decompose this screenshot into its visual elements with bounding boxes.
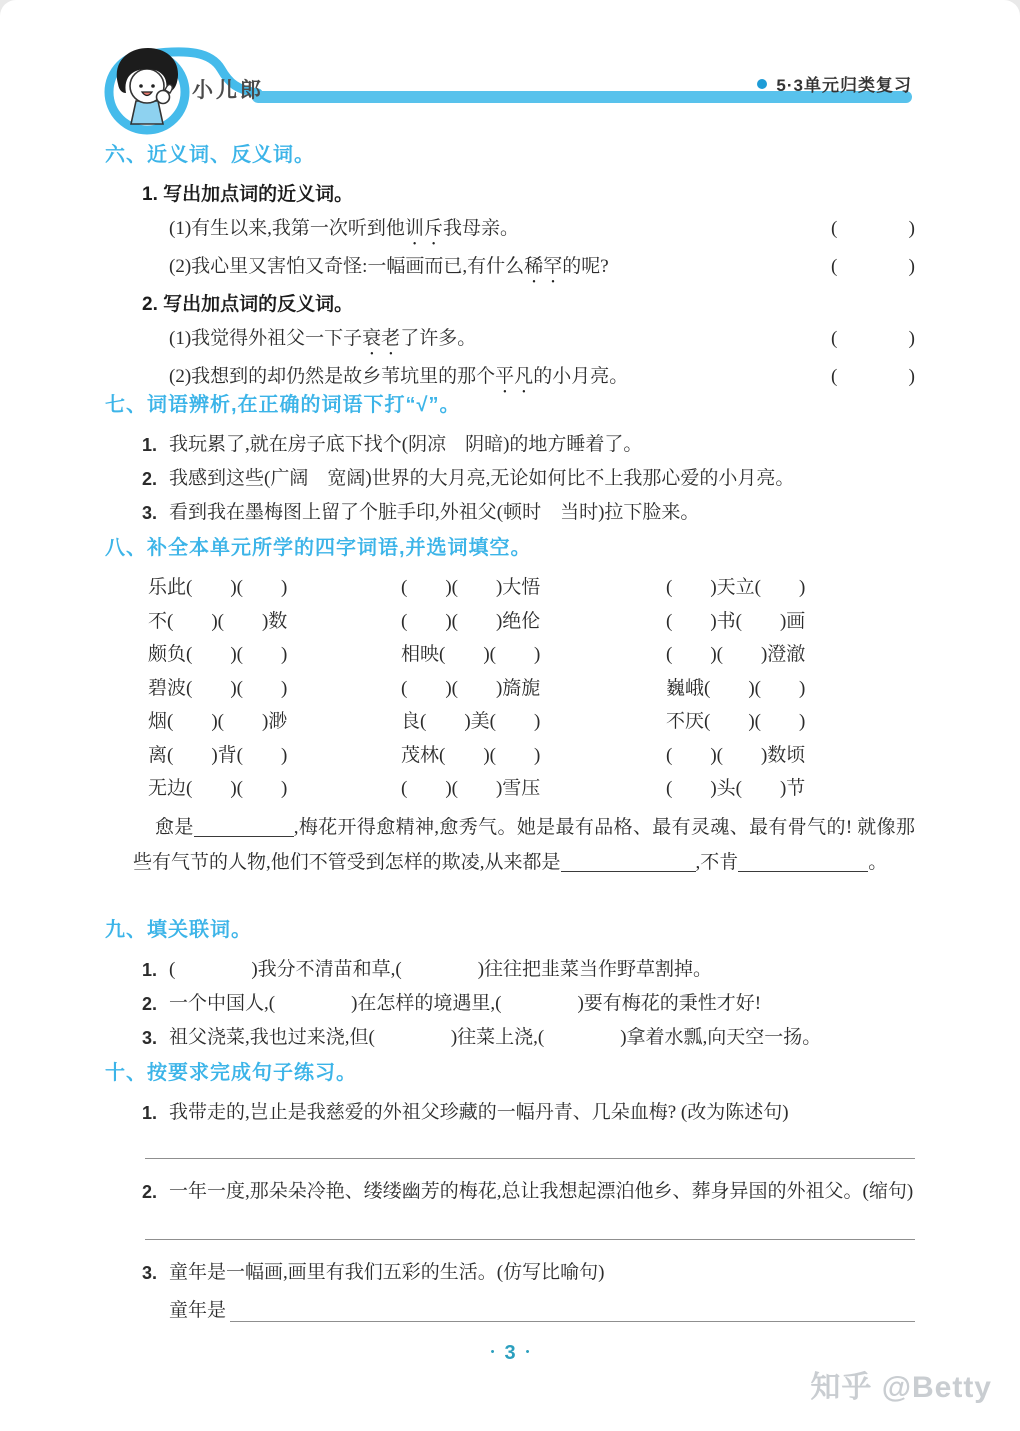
idiom-cell: 巍峨( )( ) [666, 677, 806, 699]
item-text: 我玩累了,就在房子底下找个(阴凉 阴暗)的地方睡着了。 [169, 434, 643, 455]
idiom-row [148, 638, 915, 672]
question-row [169, 322, 915, 360]
paren-close: ) [908, 256, 915, 277]
section-heading: 八、补全本单元所学的四字词语,并选词填空。 [105, 537, 532, 559]
unit-badge [757, 71, 912, 96]
question-item [142, 953, 915, 987]
question-text [169, 250, 609, 288]
item-number: 3. [142, 503, 158, 523]
idiom-cell: ( )( )绝伦 [401, 610, 541, 632]
page-number-value: 3 [504, 1342, 516, 1364]
paren-close: ) [908, 366, 915, 387]
answer-line [230, 1294, 915, 1322]
item-number: 1. [142, 960, 158, 980]
idiom-row [148, 705, 915, 739]
idiom-cell: ( )( )雪压 [401, 778, 541, 799]
idiom-cell: 良( )美( ) [401, 711, 541, 732]
paren-open: ( [831, 256, 838, 277]
answer-blank [561, 853, 696, 872]
idiom-cell: 烟( )( )渺 [148, 711, 288, 732]
answer-bracket [831, 250, 915, 288]
section-word-choice [105, 390, 915, 530]
fill-paragraph [133, 810, 915, 880]
idiom-row [148, 571, 915, 605]
prompt-text: 童年是 [169, 1300, 227, 1321]
idiom-cell: 不厌( )( ) [666, 711, 806, 732]
fill-text: ,梅花开得愈精神,愈秀气。她是最有品格、最有灵魂、最有骨气的! 就像那些有气节的人物,他们不管受到怎样的欺凌,从来都是 [133, 816, 915, 873]
idiom-row [148, 772, 915, 806]
emphasized-word: 平凡 [495, 366, 534, 387]
paren-close: ) [908, 328, 915, 349]
idiom-cell: 相映( )( ) [401, 644, 541, 665]
idiom-row [148, 672, 915, 706]
question-text [169, 322, 476, 360]
answer-bracket [831, 212, 915, 250]
badge-dot-icon [757, 79, 767, 89]
question-item [142, 462, 915, 496]
item-number: 2. [142, 1182, 158, 1202]
subsection-title: 1. 写出加点词的近义词。 [142, 184, 354, 205]
idiom-cell: ( )( )大悟 [401, 577, 541, 598]
idiom-cell: 茂林( )( ) [401, 744, 541, 766]
emphasized-word: 稀罕 [524, 256, 563, 277]
question-segment: 有生以来,我第一次听到他 [191, 218, 405, 239]
item-number: 1. [142, 435, 158, 455]
question-segment: 了许多。 [400, 328, 477, 349]
idiom-cell: ( )天立( ) [666, 577, 806, 598]
item-text: 一个中国人,( )在怎样的境遇里,( )要有梅花的秉性才好! [169, 993, 762, 1014]
answer-bracket [831, 322, 915, 360]
header-graphic [0, 0, 1020, 140]
item-text: 祖父浇菜,我也过来浇,但( )往菜上浇,( )拿着水瓢,向天空一扬。 [169, 1027, 822, 1048]
answer-blank [738, 853, 868, 872]
section-heading: 七、词语辨析,在正确的词语下打“√”。 [105, 394, 461, 416]
question-item [142, 987, 915, 1021]
idiom-grid [148, 571, 915, 806]
section-idioms [105, 533, 915, 880]
question-number: (2) [169, 366, 192, 387]
paren-close: ) [908, 218, 915, 239]
item-text: 看到我在墨梅图上留了个脏手印,外祖父(顿时 当时)拉下脸来。 [169, 502, 700, 523]
idiom-cell: 离( )背( ) [148, 744, 288, 766]
item-text: 我带走的,岂止是我慈爱的外祖父珍藏的一幅丹青、几朵血梅? (改为陈述句) [169, 1102, 789, 1123]
item-number: 1. [142, 1103, 158, 1123]
question-item [142, 496, 915, 530]
paren-open: ( [831, 218, 838, 239]
page-dot-icon: • [490, 1346, 495, 1358]
item-number: 3. [142, 1263, 158, 1283]
idiom-cell: 不( )( )数 [148, 610, 288, 632]
answer-blank [194, 818, 294, 837]
item-text: 我感到这些(广阔 宽阔)世界的大月亮,无论如何比不上我那心爱的小月亮。 [169, 468, 795, 489]
watermark: 知乎 @Betty [810, 1371, 992, 1404]
item-number: 2. [142, 469, 158, 489]
question-number: (2) [169, 256, 192, 277]
section-heading: 十、按要求完成句子练习。 [105, 1062, 357, 1084]
unit-badge-label: 5·3单元归类复习 [776, 76, 912, 95]
page-dot-icon: • [525, 1346, 530, 1358]
question-item [142, 1256, 915, 1290]
subsection-title: 2. 写出加点词的反义词。 [142, 294, 354, 315]
question-item [142, 1021, 915, 1055]
idiom-cell: 乐此( )( ) [148, 577, 288, 598]
question-row [169, 212, 915, 250]
idiom-cell: ( )( )旖旎 [401, 677, 541, 699]
section-heading: 九、填关联词。 [105, 919, 252, 941]
question-item [142, 1096, 915, 1130]
fill-text: ,不肯 [695, 851, 739, 873]
question-text [169, 212, 519, 250]
question-segment: 的小月亮。 [533, 366, 629, 387]
idiom-cell: 无边( )( ) [148, 778, 288, 799]
idiom-cell: ( )头( )节 [666, 778, 806, 799]
item-text: ( )我分不清苗和草,( )往往把韭菜当作野草割掉。 [169, 959, 713, 980]
idiom-cell: 颇负( )( ) [148, 644, 288, 665]
question-item [142, 1175, 915, 1209]
idiom-cell: ( )( )数顷 [666, 744, 806, 766]
question-item [142, 428, 915, 462]
fill-text: 愈是 [155, 816, 194, 838]
idiom-row [148, 605, 915, 639]
section-sentence-practice [105, 1058, 915, 1328]
answer-line [145, 1239, 915, 1240]
idiom-cell: ( )书( )画 [666, 610, 806, 632]
paren-open: ( [831, 328, 838, 349]
brand-name: 小儿郎 [192, 79, 264, 102]
item-number: 2. [142, 994, 158, 1014]
emphasized-word: 训斥 [404, 218, 443, 239]
paren-open: ( [831, 366, 838, 387]
item-number: 3. [142, 1028, 158, 1048]
emphasized-word: 衰老 [362, 328, 401, 349]
item-text: 一年一度,那朵朵冷艳、缕缕幽芳的梅花,总让我想起漂泊他乡、葬身异国的外祖父。(缩句) [169, 1181, 914, 1202]
question-segment: 我心里又害怕又奇怪:一幅画而已,有什么 [191, 256, 525, 277]
question-segment: 我想到的却仍然是故乡苇坑里的那个 [191, 366, 496, 387]
question-row [169, 250, 915, 288]
answer-line [145, 1158, 915, 1159]
section-synonyms-antonyms [105, 140, 915, 398]
answer-prompt [169, 1294, 915, 1328]
item-text: 童年是一幅画,画里有我们五彩的生活。(仿写比喻句) [169, 1262, 605, 1283]
idiom-cell: ( )( )澄澈 [666, 644, 806, 665]
question-segment: 我母亲。 [442, 218, 519, 239]
question-number: (1) [169, 218, 192, 239]
section-conjunctions [105, 915, 915, 1055]
question-segment: 我觉得外祖父一下子 [191, 328, 363, 349]
fill-text: 。 [868, 851, 888, 873]
section-heading: 六、近义词、反义词。 [105, 144, 315, 166]
question-segment: 的呢? [562, 256, 609, 277]
idiom-row [148, 739, 915, 773]
question-number: (1) [169, 328, 192, 349]
idiom-cell: 碧波( )( ) [148, 677, 288, 699]
